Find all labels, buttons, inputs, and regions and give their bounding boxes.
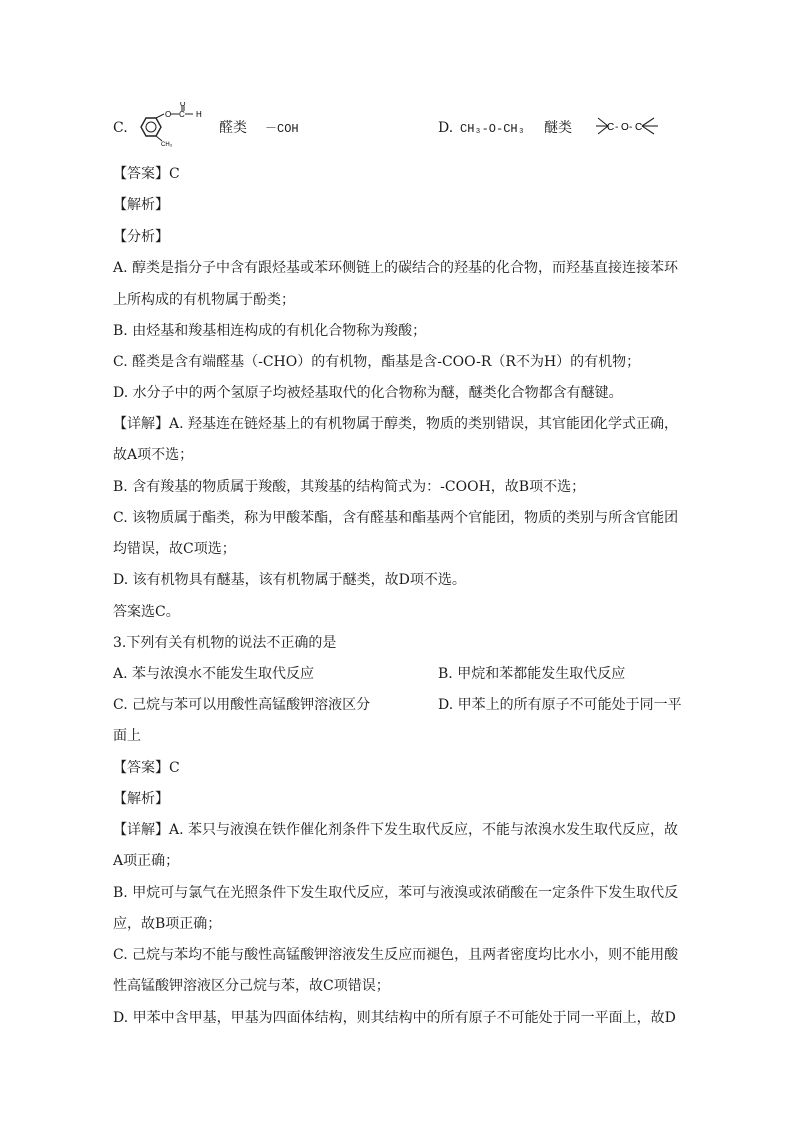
q3-option-b: B. 甲烷和苯都能发生取代反应: [438, 666, 626, 682]
ether-dash2: -: [629, 122, 633, 133]
q3-detail-1b: A项正确；: [113, 853, 180, 869]
q3-option-a: A. 苯与浓溴水不能发生取代反应: [113, 666, 315, 682]
q3-detail-1a: 【详解】A. 苯只与液溴在铁作催化剂条件下发生取代反应，不能与浓溴水发生取代反应，故: [113, 822, 679, 838]
q2-detail-3a: C. 该物质属于酯类，称为甲酸苯酯，含有醛基和酯基两个官能团，物质的类别与所含官能团: [113, 510, 679, 526]
q2-answer: 【答案】C: [113, 166, 180, 182]
option-c-class: 醛类: [219, 120, 247, 136]
q2-final: 答案选C。: [113, 604, 180, 620]
struct-o-label: O: [165, 110, 172, 119]
q2-analysis-p1a: A. 醇类是指分子中含有跟烃基或苯环侧链上的碳结合的羟基的化合物，而羟基直接连接苯环: [113, 260, 679, 276]
q3-detail-2a: B. 甲烷可与氯气在光照条件下发生取代反应，苯可与液溴或浓硝酸在一定条件下发生取代反: [113, 885, 679, 901]
q2-analysis-p3: C. 醛类是含有端醛基（-CHO）的有机物，酯基是含-COO-R（R不为H）的有机物；: [113, 354, 641, 370]
q3-detail-3a: C. 己烷与苯均不能与酸性高锰酸钾溶液发生反应而褪色，且两者密度均比水小，则不能用酸: [113, 947, 679, 963]
option-c-group: －COH: [265, 122, 299, 136]
q3-answer: 【答案】C: [113, 760, 180, 776]
q3-detail-3b: 性高锰酸钾溶液区分己烷与苯，故C项错误；: [113, 978, 390, 994]
q3-option-d-cont: 面上: [113, 728, 141, 744]
q2-detail-3b: 均错误，故C项选；: [113, 541, 236, 557]
q2-detail-1b: 故A项不选；: [113, 447, 194, 463]
q3-option-d: D. 甲苯上的所有原子不可能处于同一平: [438, 697, 682, 713]
option-c-label: C.: [113, 120, 128, 136]
q2-detail-1a: 【详解】A. 羟基连在链烃基上的有机物属于醇类，物质的类别错误，其官能团化学式正确，: [113, 416, 679, 432]
q3-detail-4: D. 甲苯中含甲基，甲基为四面体结构，则其结构中的所有原子不可能处于同一平面上，故D: [113, 1010, 676, 1026]
q2-detail-4: D. 该有机物具有醚基，该有机物属于醚类，故D项不选。: [113, 572, 466, 588]
q2-detail-2: B. 含有羧基的物质属于羧酸，其羧基的结构简式为：-COOH，故B项不选；: [113, 479, 586, 495]
struct-c-label: C: [179, 110, 185, 119]
q3-stem: 3.下列有关有机物的说法不正确的是: [113, 635, 337, 651]
ether-o: O: [621, 122, 629, 133]
q2-analysis-head: 【解析】: [113, 197, 169, 213]
struct-o-top-label: O: [180, 102, 186, 108]
option-d-formula: CH₃-O-CH₃: [460, 122, 525, 136]
phenyl-formate-structure: [132, 102, 212, 150]
q2-analysis-p4: D. 水分子中的两个氢原子均被烃基取代的化合物称为醚，醚类化合物都含有醚键。: [113, 385, 623, 401]
ether-c2: C: [635, 122, 643, 133]
q2-sub-head: 【分析】: [113, 229, 169, 245]
q2-analysis-p2: B. 由烃基和羧基相连构成的有机化合物称为羧酸；: [113, 323, 427, 339]
option-d-label: D.: [438, 120, 454, 136]
q2-analysis-p1b: 上所构成的有机物属于酚类；: [113, 292, 295, 308]
q3-detail-2b: 应，故B项正确；: [113, 916, 222, 932]
struct-ch3-label: CH₃: [161, 142, 173, 148]
q3-analysis-head: 【解析】: [113, 791, 169, 807]
ether-c1: C: [607, 122, 615, 133]
struct-h-label: H: [196, 110, 202, 119]
q3-option-c: C. 己烷与苯可以用酸性高锰酸钾溶液区分: [113, 697, 371, 713]
ether-dash1: -: [615, 122, 619, 133]
ether-bond-structure: [594, 110, 662, 144]
option-d-class: 醚类: [544, 120, 572, 136]
